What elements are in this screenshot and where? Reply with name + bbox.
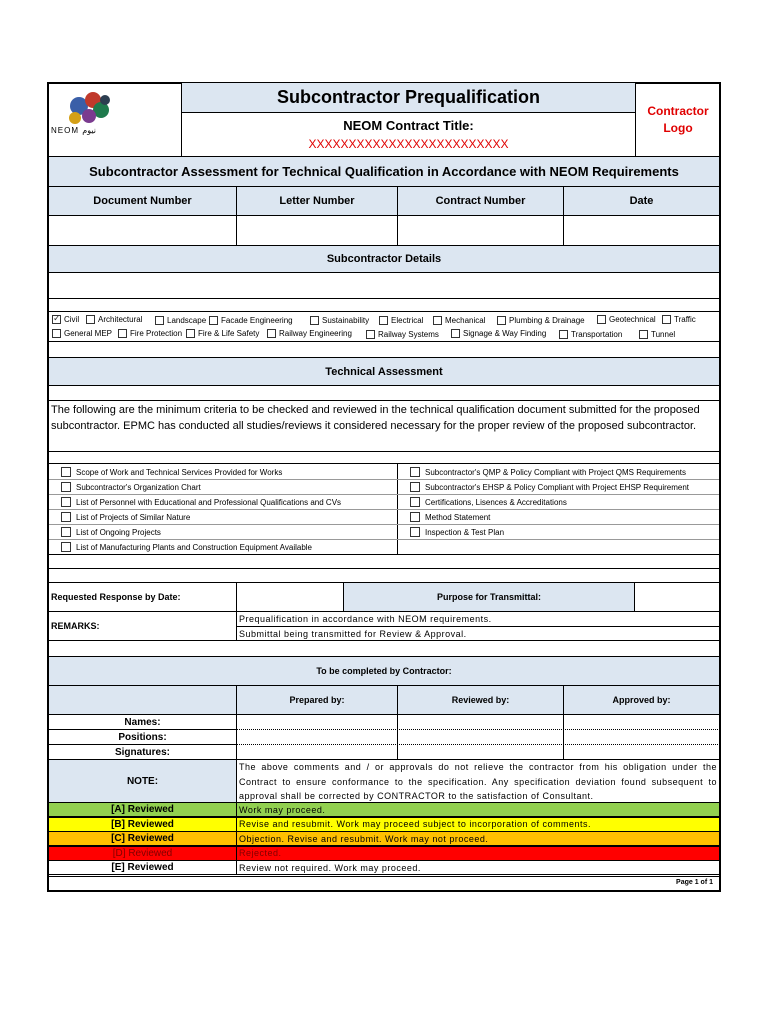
requested-response-field[interactable]: [236, 582, 344, 612]
review-code-desc: Work may proceed.: [239, 804, 326, 815]
review-code-label: [D] Reviewed: [112, 847, 173, 859]
criteria-label: List of Personnel with Educational and Professional Qualifications and CVs: [76, 497, 342, 507]
discipline-facade-engineering[interactable]: [209, 316, 293, 325]
review-code-desc-3: [236, 831, 720, 846]
remark-1: Prequalification in accordance with NEOM requirements.: [236, 611, 720, 627]
discipline-checkbox[interactable]: [433, 316, 442, 325]
sign-field-positions-reviewed[interactable]: [397, 729, 564, 745]
discipline-checkbox[interactable]: [267, 329, 276, 338]
review-code-desc-1: [236, 802, 720, 817]
discipline-checkbox[interactable]: [52, 315, 61, 324]
requested-response-label: Requested Response by Date:: [48, 582, 237, 612]
date-header: Date: [563, 186, 720, 216]
approved-by-header: Approved by:: [563, 685, 720, 715]
discipline-label: Mechanical: [445, 316, 486, 325]
discipline-general-mep[interactable]: [52, 329, 112, 338]
discipline-label: Landscape: [167, 316, 207, 325]
sign-field-signatures-reviewed[interactable]: [397, 744, 564, 760]
sign-field-names-reviewed[interactable]: [397, 714, 564, 730]
review-code-4: [48, 846, 237, 861]
sign-row-label: Signatures:: [114, 746, 170, 758]
letter-number-field[interactable]: [236, 215, 398, 246]
criteria-checkbox[interactable]: [61, 482, 71, 492]
discipline-label: Tunnel: [651, 330, 676, 339]
logo-text: NEOM نيوم: [51, 126, 96, 135]
discipline-sustainability[interactable]: [310, 316, 369, 325]
criteria-checkbox[interactable]: [61, 467, 71, 477]
discipline-label: Sustainability: [322, 316, 370, 325]
discipline-mechanical[interactable]: [433, 316, 485, 325]
assessment-title: Subcontractor Assessment for Technical Qualification in Accordance with NEOM Requirements: [48, 156, 720, 187]
review-code-desc: Revise and resubmit. Work may proceed subject to incorporation of comments.: [239, 819, 591, 829]
contract-title-label: NEOM Contract Title:: [343, 118, 474, 133]
document-number-header: Document Number: [48, 186, 237, 216]
review-code-1: [48, 802, 237, 817]
sign-field-names-prepared[interactable]: [236, 714, 398, 730]
sign-field-signatures-prepared[interactable]: [236, 744, 398, 760]
criteria-checkbox[interactable]: [410, 467, 420, 477]
discipline-label: Architectural: [98, 315, 143, 324]
review-code-desc: Review not required. Work may proceed.: [239, 862, 421, 873]
sign-row-label: Names:: [124, 716, 161, 728]
criteria-checkbox[interactable]: [61, 542, 71, 552]
discipline-checkbox[interactable]: [155, 316, 164, 325]
review-code-3: [48, 831, 237, 846]
subcontractor-name-field[interactable]: [48, 272, 720, 299]
remark-2: Submittal being transmitted for Review & Approval.: [236, 626, 720, 641]
contractor-logo: Contractor Logo: [635, 83, 720, 157]
criteria-subcontractor-s-qmp-and-policy-compliant[interactable]: [410, 467, 686, 477]
sign-field-names-approved[interactable]: [563, 714, 720, 730]
discipline-label: Geotechnical: [609, 315, 656, 324]
discipline-checkbox[interactable]: [186, 329, 195, 338]
technical-assessment-header: Technical Assessment: [48, 357, 720, 386]
discipline-label: Electrical: [391, 316, 424, 325]
note-text: The above comments and / or approvals do not relieve the contractor from his obligation under the Contract to ensure conformance to the specification. Any specification deviation found subsequent to approval shall be corrected by CONTRACTOR to the satisfaction of Consultant.: [239, 762, 717, 801]
discipline-railway-engineering[interactable]: [267, 329, 352, 338]
discipline-geotechnical[interactable]: [597, 315, 656, 324]
review-code-desc: Rejected.: [239, 848, 282, 858]
criteria-label: Subcontractor's EHSP & Policy Compliant with Project EHSP Requirement: [425, 482, 690, 492]
prequalification-form: [47, 82, 721, 892]
criteria-label: Scope of Work and Technical Services Provided for Works: [76, 467, 283, 477]
discipline-checkbox[interactable]: [451, 329, 460, 338]
discipline-checkbox[interactable]: [379, 316, 388, 325]
neom-logo-icon: [51, 86, 181, 156]
discipline-checkbox[interactable]: [597, 315, 606, 324]
criteria-intro: The following are the minimum criteria to be checked and reviewed in the technical qualification document submitted for the proposed subcontractor. EPMC has conducted all studies/reviews it considered necessary for the proper review of the proposed subcontractor.: [51, 404, 700, 432]
review-code-5: [48, 860, 237, 875]
discipline-civil[interactable]: [52, 315, 79, 324]
discipline-label: Fire Protection: [130, 329, 183, 338]
sign-row-names: [48, 714, 237, 730]
criteria-row-line: [49, 539, 719, 540]
discipline-checkbox[interactable]: [639, 330, 648, 339]
criteria-row-line: [49, 479, 719, 480]
prepared-by-header: Prepared by:: [236, 685, 398, 715]
criteria-checkbox[interactable]: [61, 497, 71, 507]
discipline-checkbox[interactable]: [310, 316, 319, 325]
criteria-checkbox[interactable]: [410, 497, 420, 507]
discipline-checkbox[interactable]: [497, 316, 506, 325]
criteria-subcontractor-s-organization-chart[interactable]: [61, 482, 201, 492]
discipline-checkbox[interactable]: [559, 330, 568, 339]
discipline-transportation[interactable]: [559, 330, 622, 339]
criteria-label: List of Projects of Similar Nature: [76, 512, 191, 522]
criteria-list-of-ongoing-projects[interactable]: [61, 527, 161, 537]
page-number: Page 1 of 1: [676, 879, 713, 886]
contract-number-header: Contract Number: [397, 186, 564, 216]
criteria-label: Subcontractor's QMP & Policy Compliant with Project QMS Requirements: [425, 467, 687, 477]
review-code-desc: Objection. Revise and resubmit. Work may not proceed.: [239, 833, 489, 844]
purpose-field[interactable]: [634, 582, 720, 612]
discipline-railway-systems[interactable]: [366, 330, 439, 339]
discipline-checkbox[interactable]: [118, 329, 127, 338]
criteria-list-of-personnel-with-educational-and-p[interactable]: [61, 497, 341, 507]
criteria-certifications-lisences-and-accreditatio[interactable]: [410, 497, 567, 507]
sign-field-positions-prepared[interactable]: [236, 729, 398, 745]
contract-number-field[interactable]: [397, 215, 564, 246]
document-number-field[interactable]: [48, 215, 237, 246]
criteria-checkbox[interactable]: [61, 512, 71, 522]
discipline-electrical[interactable]: [379, 316, 423, 325]
discipline-label: Civil: [64, 315, 80, 324]
criteria-method-statement[interactable]: [410, 512, 490, 522]
discipline-label: Railway Systems: [378, 330, 439, 339]
criteria-list-of-projects-of-similar-nature[interactable]: [61, 512, 190, 522]
criteria-inspection-and-test-plan[interactable]: [410, 527, 504, 537]
date-field[interactable]: [563, 215, 720, 246]
criteria-row-line: [49, 509, 719, 510]
form-title: Subcontractor Prequalification: [181, 83, 636, 113]
discipline-checkbox[interactable]: [366, 330, 375, 339]
criteria-scope-of-work-and-technical-services-pro[interactable]: [61, 467, 282, 477]
note-text-box: [236, 759, 720, 803]
criteria-label: List of Ongoing Projects: [76, 527, 161, 537]
neom-logo: [51, 86, 181, 156]
review-code-label: [A] Reviewed: [111, 804, 174, 815]
discipline-architectural[interactable]: [86, 315, 142, 324]
letter-number-header: Letter Number: [236, 186, 398, 216]
discipline-label: Signage & Way Finding: [463, 329, 547, 338]
remarks-label: REMARKS:: [48, 611, 237, 641]
discipline-fire-protection[interactable]: [118, 329, 182, 338]
criteria-subcontractor-s-ehsp-and-policy-complian[interactable]: [410, 482, 689, 492]
spacer-row-7: [48, 640, 720, 657]
discipline-checkbox[interactable]: [662, 315, 671, 324]
criteria-label: Subcontractor's Organization Chart: [76, 482, 201, 492]
criteria-checkbox[interactable]: [410, 527, 420, 537]
discipline-signage-and-way-finding[interactable]: [451, 329, 546, 338]
spacer-row-6: [48, 568, 720, 583]
criteria-row-line: [49, 524, 719, 525]
spacer-row: [48, 298, 720, 312]
discipline-label: Traffic: [674, 315, 696, 324]
criteria-row-line: [49, 494, 719, 495]
sign-row-label: Positions:: [118, 731, 167, 743]
note-label: NOTE:: [48, 759, 237, 803]
purpose-label: Purpose for Transmittal:: [343, 582, 635, 612]
criteria-label: Certifications, Lisences & Accreditations: [425, 497, 567, 507]
discipline-label: Transportation: [571, 330, 623, 339]
discipline-label: General MEP: [64, 329, 113, 338]
contractor-section-header: To be completed by Contractor:: [48, 656, 720, 686]
criteria-checkbox[interactable]: [410, 482, 420, 492]
discipline-checkbox[interactable]: [52, 329, 61, 338]
contract-title-value: XXXXXXXXXXXXXXXXXXXXXXXXX: [308, 137, 509, 151]
contract-title-box: [181, 112, 636, 157]
review-code-desc-2: [236, 817, 720, 832]
review-code-desc-4: [236, 846, 720, 861]
spacer-row-5: [48, 554, 720, 569]
review-code-label: [C] Reviewed: [111, 833, 174, 844]
review-code-2: [48, 817, 237, 832]
discipline-fire-and-life-safety[interactable]: [186, 329, 259, 338]
discipline-plumbing-and-drainage[interactable]: [497, 316, 585, 325]
discipline-label: Facade Engineering: [221, 316, 293, 325]
criteria-label: Inspection & Test Plan: [425, 527, 505, 537]
criteria-label: Method Statement: [425, 512, 491, 522]
criteria-checkbox[interactable]: [61, 527, 71, 537]
sign-field-positions-approved[interactable]: [563, 729, 720, 745]
discipline-checkbox[interactable]: [86, 315, 95, 324]
discipline-tunnel[interactable]: [639, 330, 675, 339]
spacer-row-2: [48, 341, 720, 358]
reviewed-by-header: Reviewed by:: [397, 685, 564, 715]
criteria-intro-box: [48, 400, 720, 452]
discipline-landscape[interactable]: [155, 316, 206, 325]
sign-corner: [48, 685, 237, 715]
criteria-checkbox[interactable]: [410, 512, 420, 522]
criteria-list-of-manufacturing-plants-and-constru[interactable]: [61, 542, 312, 552]
sign-row-signatures: [48, 744, 237, 760]
discipline-label: Railway Engineering: [279, 329, 352, 338]
review-code-desc-5: [236, 860, 720, 875]
sign-row-positions: [48, 729, 237, 745]
spacer-row-3: [48, 385, 720, 401]
review-code-label: [B] Reviewed: [111, 818, 174, 830]
discipline-label: Fire & Life Safety: [198, 329, 260, 338]
review-code-label: [E] Reviewed: [111, 862, 174, 873]
discipline-checkbox[interactable]: [209, 316, 218, 325]
spacer-row-8: [48, 876, 720, 892]
sign-field-signatures-approved[interactable]: [563, 744, 720, 760]
subcontractor-details-header: Subcontractor Details: [48, 245, 720, 273]
criteria-label: List of Manufacturing Plants and Construction Equipment Available: [76, 542, 312, 552]
discipline-label: Plumbing & Drainage: [509, 316, 585, 325]
discipline-traffic[interactable]: [662, 315, 696, 324]
